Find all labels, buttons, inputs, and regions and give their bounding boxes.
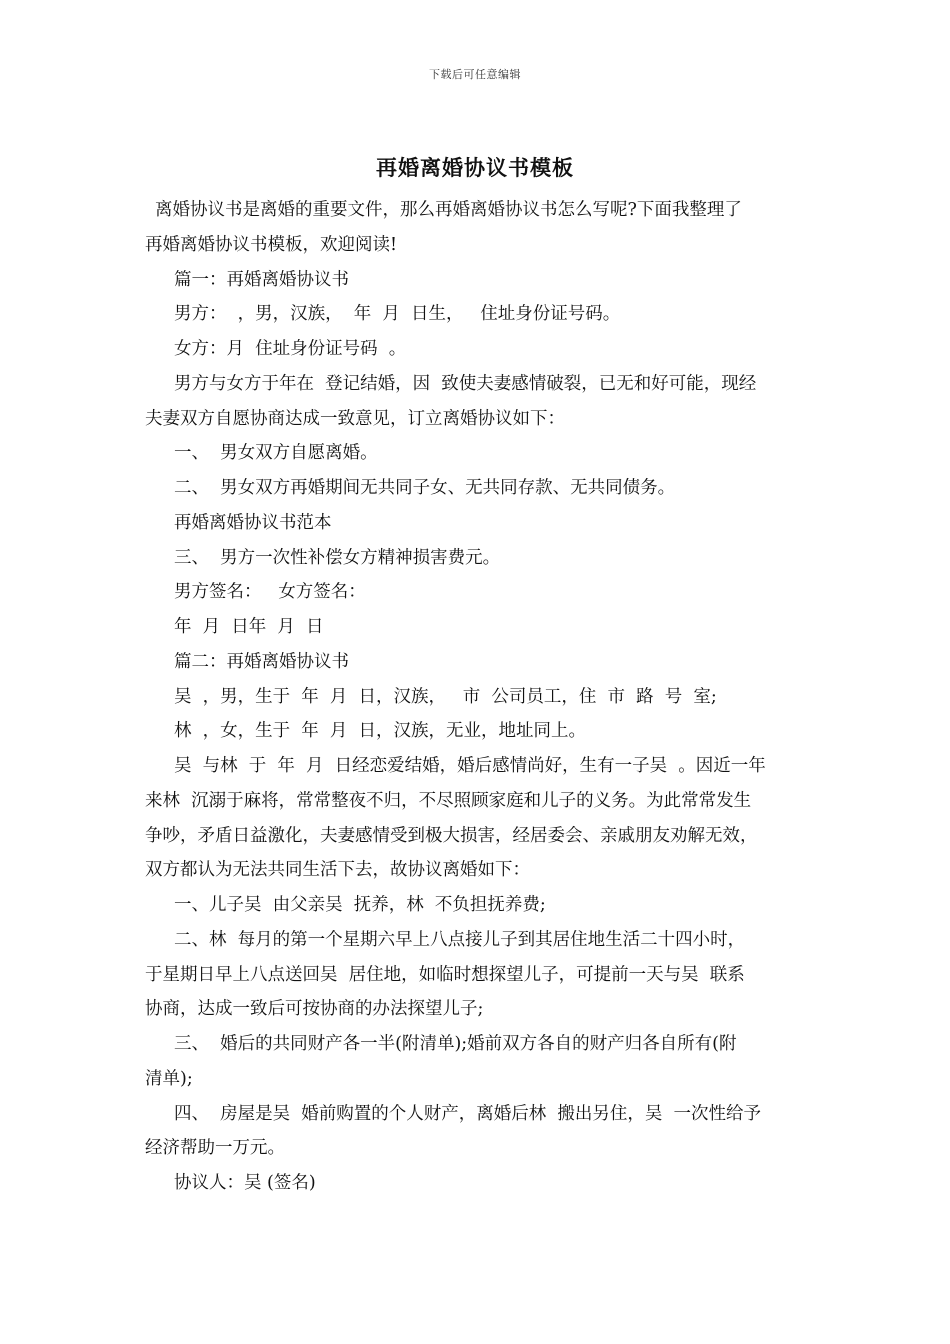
document-title: 再婚离婚协议书模板 bbox=[376, 155, 574, 180]
text-line: 吴 与林 于 年 月 日经恋爱结婚，婚后感情尚好，生有一子吴 。因近一年 bbox=[174, 756, 766, 776]
document-body bbox=[145, 193, 817, 1201]
text-line: 一、儿子吴 由父亲吴 抚养，林 不负担抚养费; bbox=[174, 895, 546, 915]
text-line: 再婚离婚协议书模板，欢迎阅读! bbox=[145, 234, 398, 255]
text-line: 年 月 日年 月 日 bbox=[174, 617, 324, 637]
text-line: 男方签名： 女方签名： bbox=[174, 582, 366, 603]
text-line: 争吵，矛盾日益激化，夫妻感情受到极大损害，经居委会、亲戚朋友劝解无效， bbox=[145, 825, 758, 846]
text-line: 林 ，女，生于 年 月 日，汉族，无业，地址同上。 bbox=[174, 721, 587, 742]
text-line: 一、 男女双方自愿离婚。 bbox=[174, 443, 378, 464]
text-line: 三、 男方一次性补偿女方精神损害费元。 bbox=[174, 547, 501, 568]
text-line: 来林 沉溺于麻将，常常整夜不归，不尽照顾家庭和儿子的义务。为此常常发生 bbox=[145, 790, 752, 811]
text-line: 篇一：再婚离婚协议书 bbox=[174, 269, 349, 290]
text-line: 四、 房屋是吴 婚前购置的个人财产，离婚后林 搬出另住，吴 一次性给予 bbox=[174, 1103, 761, 1124]
text-line: 三、 婚后的共同财产各一半(附清单);婚前双方各自的财产归各自所有(附 bbox=[174, 1034, 737, 1054]
text-line: 于星期日早上八点送回吴 居住地，如临时想探望儿子，可提前一天与吴 联系 bbox=[145, 964, 745, 985]
text-line: 清单); bbox=[145, 1068, 193, 1089]
text-line: 双方都认为无法共同生活下去，故协议离婚如下： bbox=[145, 860, 530, 881]
text-line: 男方与女方于年在 登记结婚，因 致使夫妻感情破裂，已无和好可能，现经 bbox=[174, 373, 757, 394]
text-line: 吴 ，男，生于 年 月 日，汉族， 市 公司员工，住 市 路 号 室; bbox=[174, 686, 717, 707]
text-line: 女方：月 住址身份证号码 。 bbox=[174, 339, 407, 359]
text-line: 经济帮助一万元。 bbox=[145, 1138, 285, 1159]
text-line: 再婚离婚协议书范本 bbox=[174, 512, 332, 533]
text-line: 协议人：吴 (签名) bbox=[174, 1173, 316, 1193]
text-line: 协商，达成一致后可按协商的办法探望儿子; bbox=[145, 999, 484, 1020]
text-line: 男方： ，男，汉族， 年 月 日生， 住址身份证号码。 bbox=[174, 304, 621, 325]
text-line: 二、 男女双方再婚期间无共同子女、无共同存款、无共同债务。 bbox=[174, 478, 676, 498]
text-line: 二、林 每月的第一个星期六早上八点接儿子到其居住地生活二十四小时， bbox=[174, 929, 746, 950]
text-line: 离婚协议书是离婚的重要文件，那么再婚离婚协议书怎么写呢?下面我整理了 bbox=[155, 200, 742, 220]
text-line: 夫妻双方自愿协商达成一致意见，订立离婚协议如下： bbox=[145, 408, 565, 429]
text-line: 篇二：再婚离婚协议书 bbox=[174, 651, 349, 672]
header-note: 下载后可任意编辑 bbox=[429, 68, 521, 81]
